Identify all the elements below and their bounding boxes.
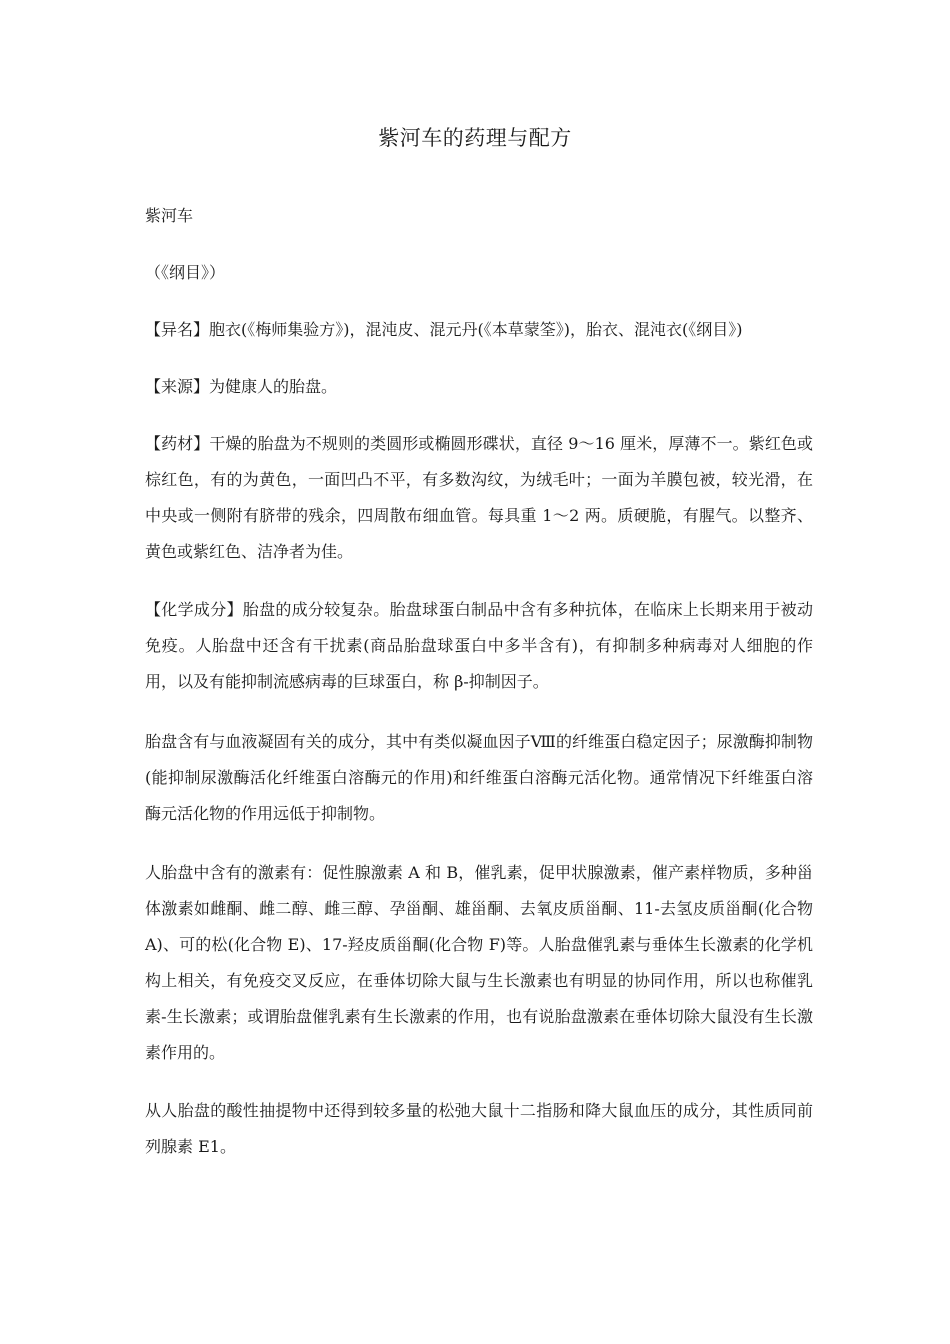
paragraph-material: 【药材】干燥的胎盘为不规则的类圆形或椭圆形碟状，直径 9～16 厘米，厚薄不一。紫红色或棕红色，有的为黄色，一面凹凸不平，有多数沟纹，为绒毛叶；一面为羊膜包被，较光滑，在中央或一侧附有脐带的残余，四周散布细血管。每具重 1～2 两。质硬脆，有腥气。以整齐、黄色或紫红色、洁净者为佳。 xyxy=(145,434,813,561)
heading-text: 紫河车 xyxy=(145,206,194,225)
paragraph-chemistry: 【化学成分】胎盘的成分较复杂。胎盘球蛋白制品中含有多种抗体，在临床上长期来用于被动免疫。人胎盘中还含有干扰素(商品胎盘球蛋白中多半含有)，有抑制多种病毒对人细胞的作用，以及有能抑制流感病毒的巨球蛋白，称 β-抑制因子。 xyxy=(145,600,813,691)
paragraph-hormones: 人胎盘中含有的激素有：促性腺激素 A 和 B，催乳素，促甲状腺激素，催产素样物质，多种甾体激素如雌酮、雌二醇、雌三醇、孕甾酮、雄甾酮、去氧皮质甾酮、11-去氢皮质甾酮(化合物 A)、可的松(化合物 E)、17-羟皮质甾酮(化合物 F)等。人胎盘催乳素与垂体生长激素的化学机构上相关，有免疫交叉反应，在垂体切除大鼠与生长激素也有明显的协同作用，所以也称催乳素-生长激素；或谓胎盘催乳素有生长激素的作用，也有说胎盘激素在垂体切除大鼠没有生长激素作用的。 xyxy=(145,863,813,1062)
paragraph-coagulation: 胎盘含有与血液凝固有关的成分，其中有类似凝血因子Ⅷ的纤维蛋白稳定因子；尿激酶抑制物(能抑制尿激酶活化纤维蛋白溶酶元的作用)和纤维蛋白溶酶元活化物。通常情况下纤维蛋白溶酶元活化物的作用远低于抑制物。 xyxy=(145,732,813,823)
paragraph-source: 【来源】为健康人的胎盘。 xyxy=(145,377,338,396)
paragraph-extract: 从人胎盘的酸性抽提物中还得到较多量的松弛大鼠十二指肠和降大鼠血压的成分，其性质同前列腺素 E1。 xyxy=(145,1101,813,1156)
document-title: 紫河车的药理与配方 xyxy=(378,126,572,150)
paragraph-aliases: 【异名】胞衣(《梅师集验方》)，混沌皮、混元丹(《本草蒙筌》)，胎衣、混沌衣(《纲目》) xyxy=(145,320,743,339)
source-reference: （《纲目》） xyxy=(145,263,226,282)
